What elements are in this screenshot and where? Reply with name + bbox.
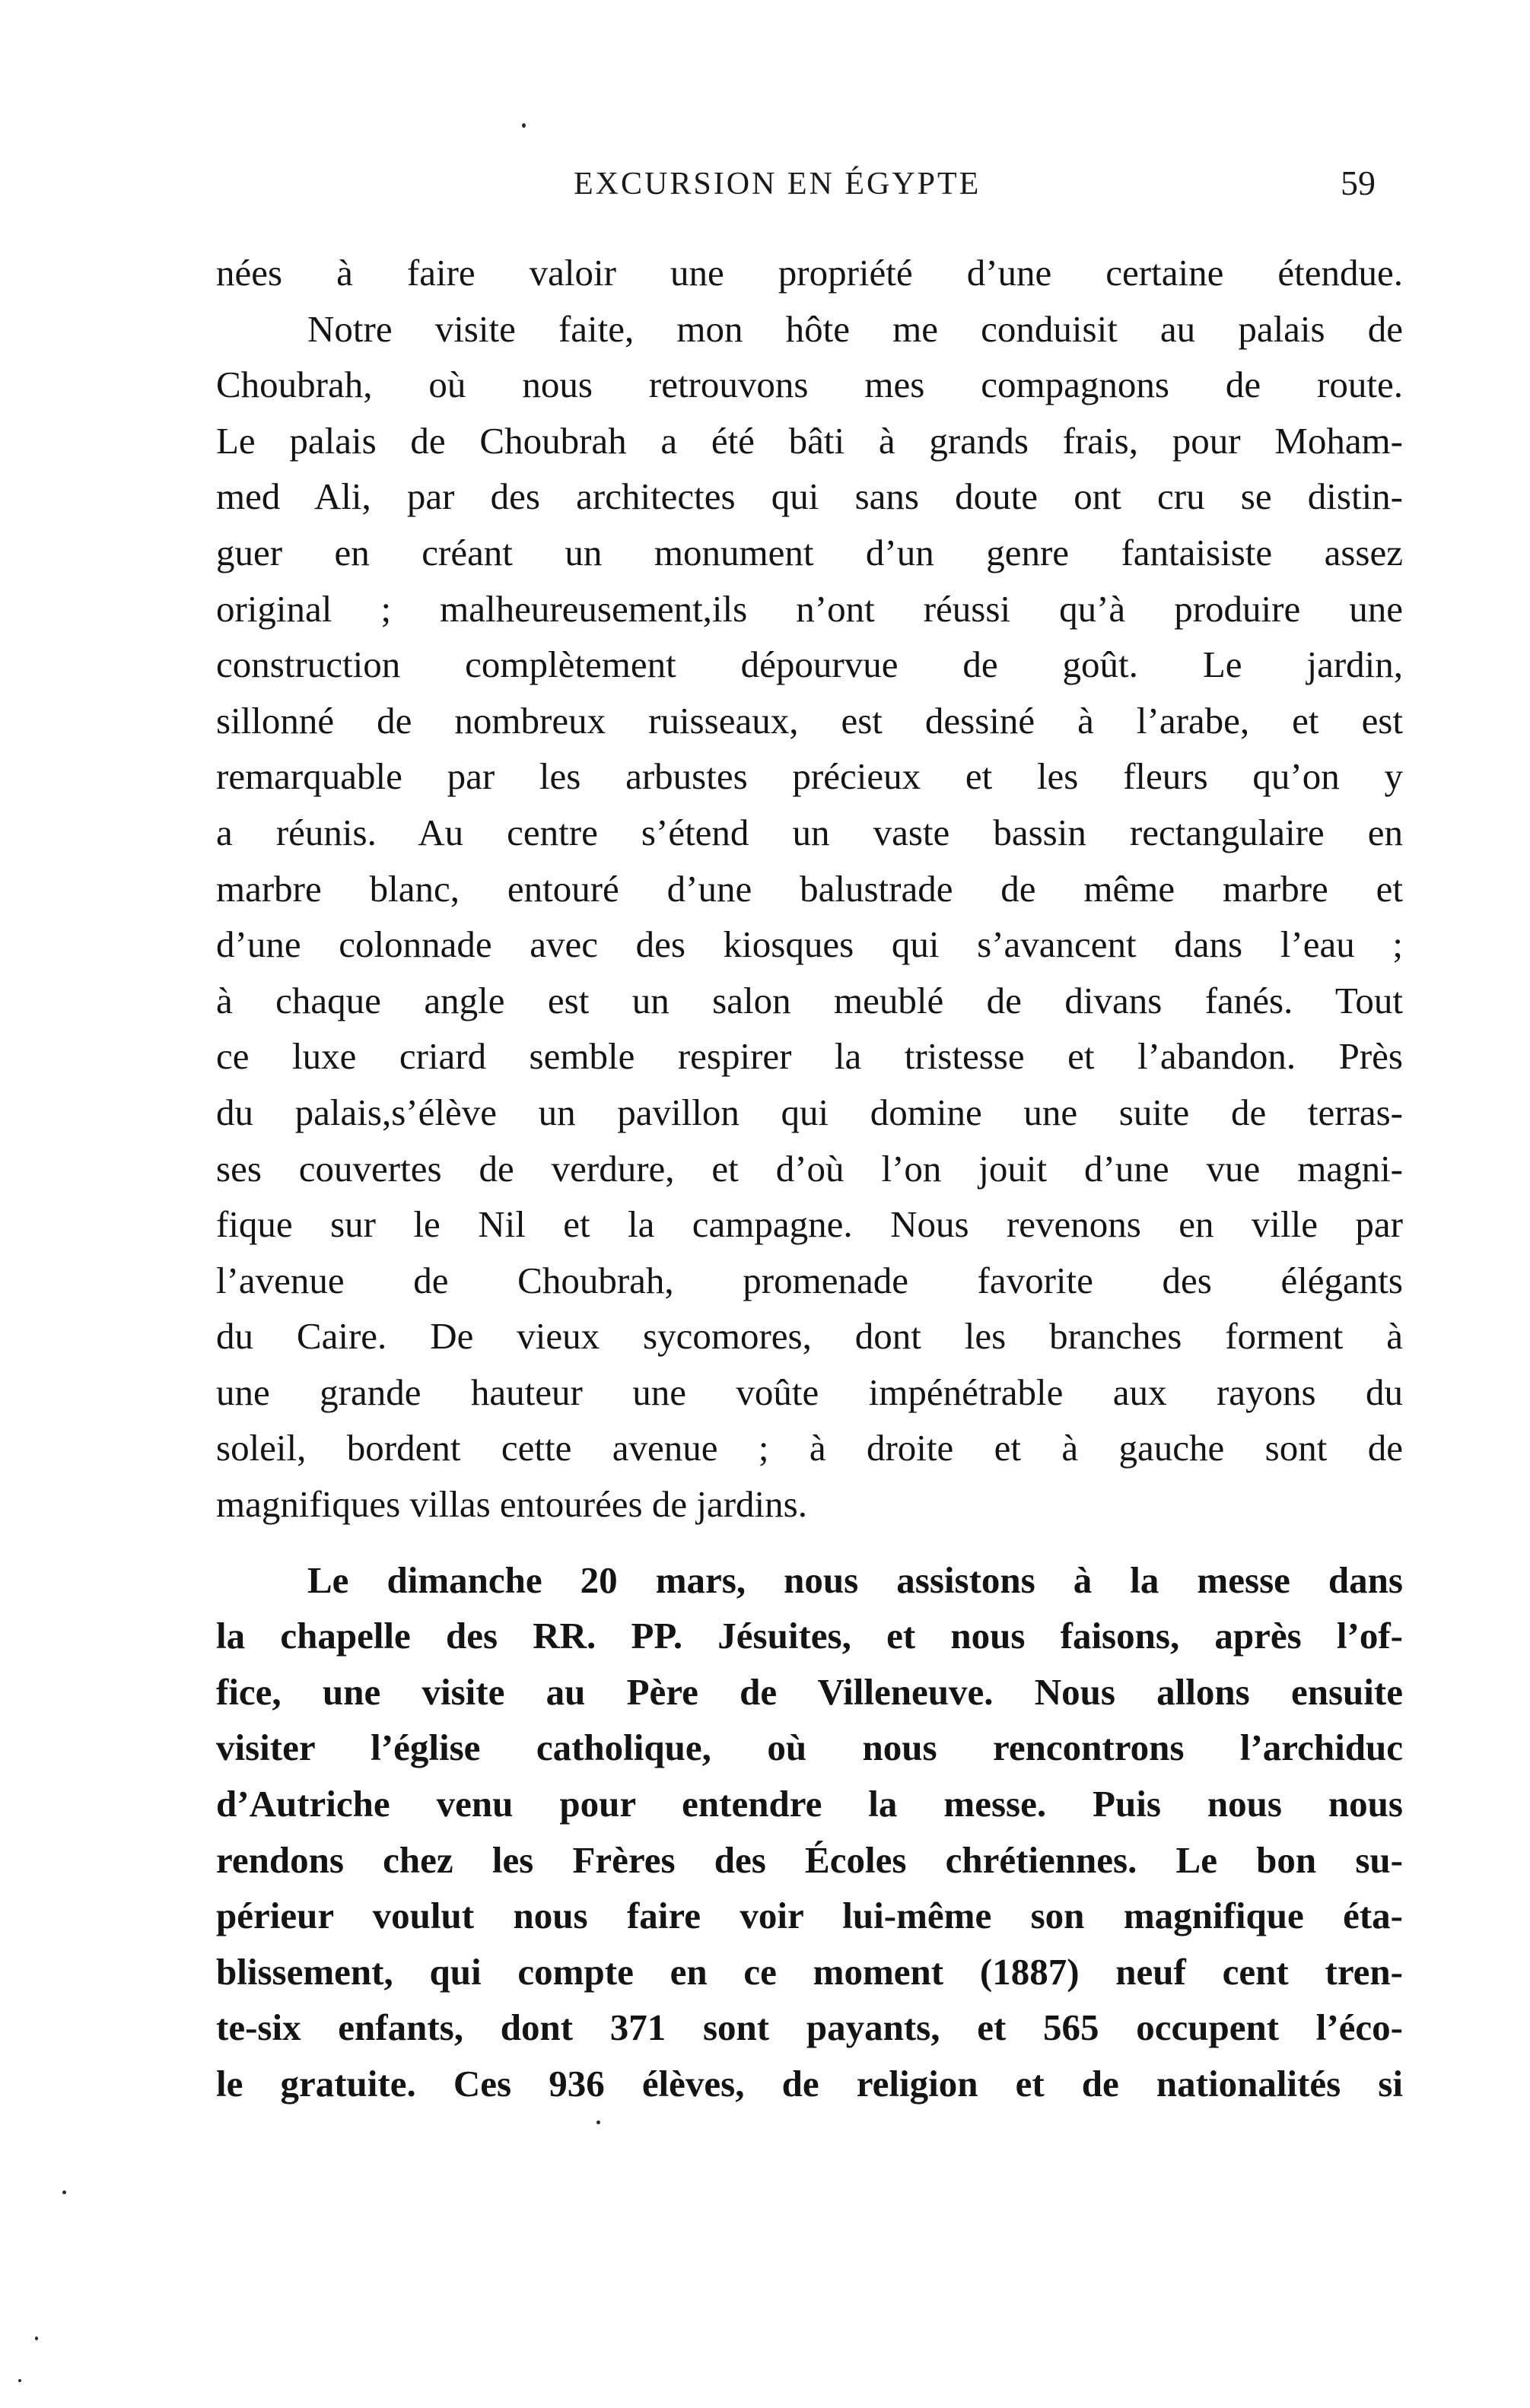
text-line: nées à faire valoir une propriété d’une certaine étendue. [216, 252, 1403, 294]
paragraph-gap [216, 1533, 1403, 1552]
text-line: une grande hauteur une voûte impénétrable aux rayons du [216, 1371, 1403, 1413]
text-line: blissement, qui compte en ce moment (1887) neuf cent tren- [216, 1950, 1403, 1993]
text-line: sillonné de nombreux ruisseaux, est dessiné à l’arabe, et est [216, 699, 1403, 742]
text-line: remarquable par les arbustes précieux et les fleurs qu’on y [216, 755, 1403, 798]
text-line: construction complètement dépourvue de goût. Le jardin, [216, 643, 1403, 686]
text-line: Le dimanche 20 mars, nous assistons à la messe dans [307, 1558, 1403, 1601]
running-title: EXCURSION EN ÉGYPTE [574, 167, 981, 202]
text-line: du palais,s’élève un pavillon qui domine une suite de terras- [216, 1091, 1403, 1133]
text-line: visiter l’église catholique, où nous rencontrons l’archiduc [216, 1727, 1403, 1769]
text-line: du Caire. De vieux sycomores, dont les branches forment à [216, 1315, 1403, 1358]
paragraph [216, 1552, 1403, 2112]
scan-speck [18, 2379, 21, 2382]
scan-speck [596, 2121, 600, 2124]
body-text [216, 245, 1403, 2112]
text-line: soleil, bordent cette avenue ; à droite et à gauche sont de [216, 1427, 1403, 1469]
text-line: a réunis. Au centre s’étend un vaste bassin rectangulaire en [216, 811, 1403, 853]
text-line: le gratuite. Ces 936 élèves, de religion et de nationalités si [216, 2063, 1403, 2105]
text-line: d’Autriche venu pour entendre la messe. Puis nous nous [216, 1783, 1403, 1825]
text-line: périeur voulut nous faire voir lui-même son magnifique éta- [216, 1895, 1403, 1937]
scan-speck [62, 2190, 66, 2194]
text-line: Choubrah, où nous retrouvons mes compagnons de route. [216, 364, 1403, 406]
text-line: magnifiques villas entourées de jardins. [216, 1483, 807, 1526]
scan-speck [35, 2337, 38, 2340]
running-head [216, 166, 1403, 211]
paragraph [216, 245, 1403, 1533]
text-line: te-six enfants, dont 371 sont payants, et 565 occupent l’éco- [216, 2006, 1403, 2049]
text-line: rendons chez les Frères des Écoles chrétiennes. Le bon su- [216, 1838, 1403, 1881]
text-line: ses couvertes de verdure, et d’où l’on jouit d’une vue magni- [216, 1147, 1403, 1190]
text-line: med Ali, par des architectes qui sans doute ont cru se distin- [216, 475, 1403, 518]
text-line: l’avenue de Choubrah, promenade favorite des élégants [216, 1259, 1403, 1301]
text-line: original ; malheureusement,ils n’ont réussi qu’à produire une [216, 587, 1403, 630]
text-line: guer en créant un monument d’un genre fantaisiste assez [216, 531, 1403, 573]
page-number: 59 [1341, 164, 1376, 202]
text-line: ce luxe criard semble respirer la tristesse et l’abandon. Près [216, 1035, 1403, 1078]
text-line: marbre blanc, entouré d’une balustrade de même marbre et [216, 867, 1403, 910]
text-line: à chaque angle est un salon meublé de divans fanés. Tout [216, 979, 1403, 1021]
text-line: fice, une visite au Père de Villeneuve. Nous allons ensuite [216, 1670, 1403, 1713]
text-line: la chapelle des RR. PP. Jésuites, et nous faisons, après l’of- [216, 1615, 1403, 1657]
scan-speck [522, 123, 526, 128]
text-line: fique sur le Nil et la campagne. Nous revenons en ville par [216, 1203, 1403, 1246]
text-line: Le palais de Choubrah a été bâti à grands frais, pour Moham- [216, 419, 1403, 462]
text-line: Notre visite faite, mon hôte me conduisit au palais de [307, 307, 1403, 350]
text-line: d’une colonnade avec des kiosques qui s’avancent dans l’eau ; [216, 923, 1403, 966]
